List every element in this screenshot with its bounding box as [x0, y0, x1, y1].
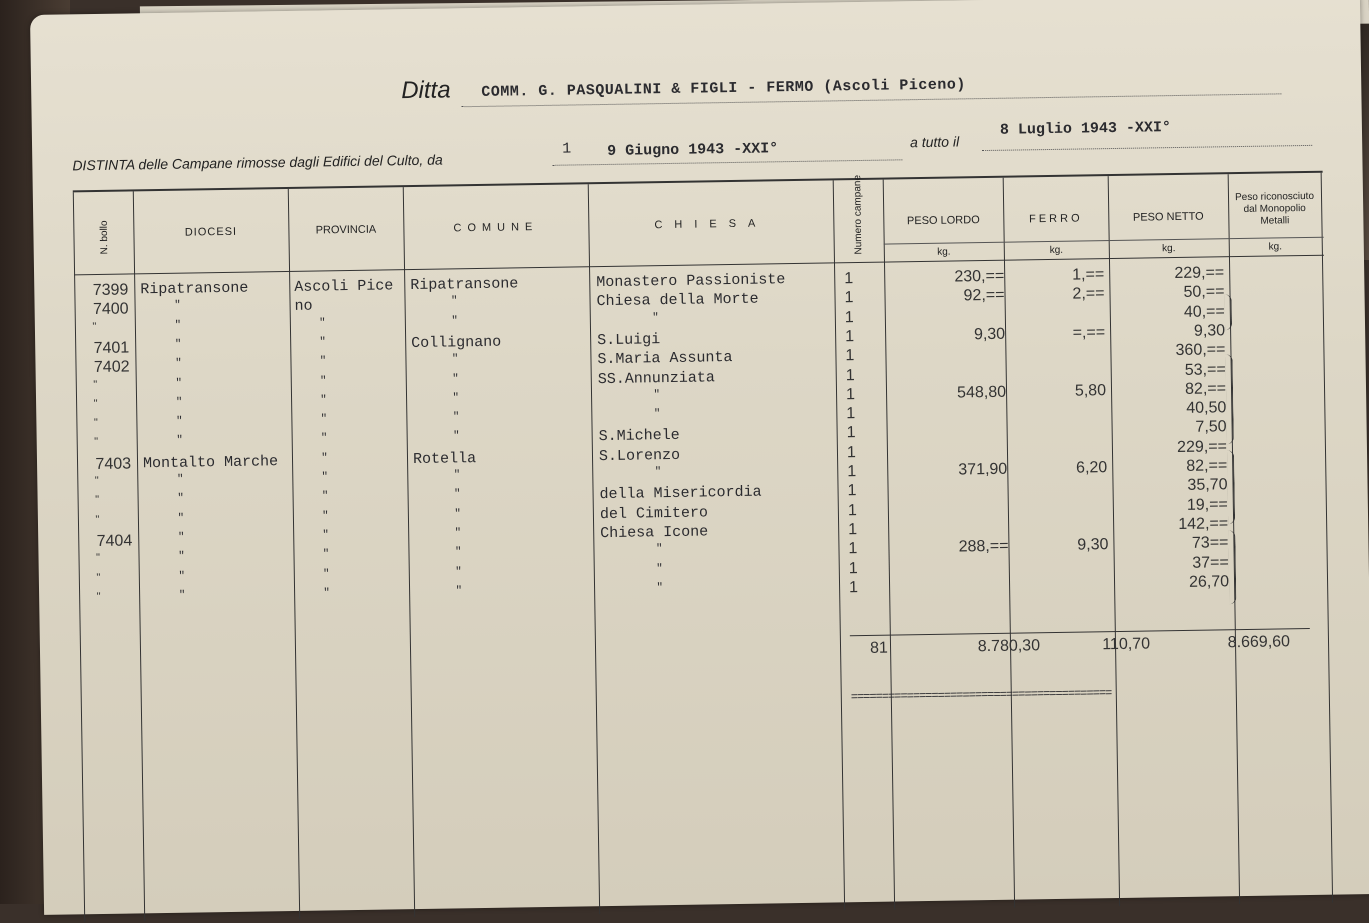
cell-comune: "	[455, 565, 462, 578]
cell-chiesa: "	[652, 311, 659, 324]
cell-netto: 9,30	[1193, 322, 1226, 340]
cell-lordo: 288,==	[958, 537, 1009, 556]
cell-provincia: no	[294, 297, 313, 316]
distinta-label: DISTINTA delle Campane rimosse dagli Edifici del Culto, da	[72, 151, 443, 174]
cell-diocesi: "	[176, 473, 184, 486]
cell-lordo: 9,30	[973, 325, 1006, 344]
tutto-label: a tutto il	[909, 133, 960, 151]
cell-comune: "	[452, 392, 460, 405]
total-netto: 8.669,60	[1227, 633, 1291, 652]
cell-ferro	[1026, 363, 1106, 364]
cell-diocesi: "	[178, 550, 185, 563]
cell-ferro: 9,30	[1077, 536, 1109, 554]
cell-campane: 1	[845, 385, 856, 404]
header-riconosciuto: Peso riconosciuto dal Monopolio Metalli	[1234, 190, 1315, 227]
cell-bollo: "	[94, 436, 99, 449]
cell-diocesi: "	[175, 377, 183, 390]
cell-chiesa: "	[654, 466, 662, 479]
header-numero: Numero campane	[852, 174, 865, 255]
cell-chiesa: S.Michele	[598, 427, 680, 446]
cell-bollo: "	[93, 378, 98, 391]
cell-ferro	[1025, 305, 1105, 306]
header-lordo: PESO LORDO	[906, 214, 980, 228]
cell-ferro	[1029, 575, 1109, 576]
ditta-value: COMM. G. PASQUALINI & FIGLI - FERMO (Ascoli Piceno)	[481, 76, 966, 101]
cell-campane: 1	[845, 366, 855, 384]
cell-chiesa: SS.Annunziata	[597, 368, 715, 388]
cell-netto: 360,==	[1175, 341, 1226, 360]
cell-provincia: "	[319, 374, 327, 387]
totals-row	[80, 633, 1330, 657]
cell-diocesi: "	[174, 338, 182, 351]
cell-ferro	[1027, 478, 1107, 479]
cell-comune: Ripatransone	[410, 275, 519, 295]
cell-provincia: "	[319, 336, 327, 349]
cell-ferro: =,==	[1072, 324, 1106, 342]
cell-comune: "	[453, 469, 461, 482]
cell-bollo: 7399	[92, 281, 129, 300]
cell-lordo: 230,==	[954, 267, 1005, 286]
cell-diocesi: "	[178, 570, 186, 583]
cell-netto: 19,==	[1186, 495, 1228, 514]
cell-comune: Collignano	[411, 333, 502, 352]
cell-comune: "	[454, 507, 462, 520]
header-diocesi: DIOCESI	[184, 225, 238, 239]
cell-comune: "	[453, 430, 460, 443]
cell-bollo: "	[93, 397, 98, 410]
cell-bollo: "	[93, 417, 98, 430]
cell-bollo: "	[95, 552, 101, 565]
cell-campane: 1	[847, 482, 857, 500]
cell-chiesa: "	[653, 408, 661, 421]
cell-comune: "	[450, 295, 458, 308]
cell-ferro	[1028, 517, 1108, 518]
cell-comune: "	[454, 546, 462, 559]
cell-netto: 50,==	[1183, 283, 1225, 302]
cell-netto: 82,==	[1186, 457, 1228, 475]
cell-lordo: 548,80	[956, 383, 1007, 402]
cell-bollo: "	[95, 513, 100, 526]
cell-comune: "	[452, 372, 459, 385]
cell-bollo: "	[94, 474, 99, 488]
cell-bollo: 7404	[96, 532, 133, 550]
cell-diocesi: "	[175, 396, 183, 409]
total-lordo: 8.780,30	[977, 637, 1041, 656]
cell-provincia: "	[321, 490, 329, 503]
unit-ferro: kg.	[1049, 244, 1064, 257]
header-chiesa: CHIESA	[654, 217, 768, 232]
header-bollo: N. bollo	[98, 220, 111, 255]
unit-lordo: kg.	[937, 246, 951, 258]
cell-bollo: "	[95, 494, 100, 507]
cell-chiesa: S.Luigi	[597, 331, 661, 350]
date-to: 8 Luglio 1943 -XXI°	[999, 119, 1172, 139]
cell-netto: 142,==	[1178, 515, 1229, 533]
cell-ferro	[1026, 401, 1106, 402]
cell-bollo: "	[96, 590, 101, 603]
cell-campane: 1	[847, 463, 857, 481]
cell-provincia: "	[321, 509, 329, 523]
cell-chiesa: Chiesa della Morte	[596, 290, 759, 311]
cell-comune: "	[453, 488, 461, 501]
cell-provincia: "	[321, 471, 329, 484]
cell-comune: "	[454, 527, 462, 540]
cell-chiesa: del Cimitero	[599, 504, 709, 523]
cell-diocesi: "	[175, 357, 182, 370]
cell-campane: 1	[845, 347, 855, 365]
cell-campane: 1	[846, 424, 856, 442]
cell-comune: "	[452, 411, 460, 424]
cell-ferro: 2,==	[1072, 285, 1105, 303]
cell-diocesi: "	[174, 319, 182, 332]
date-from: 9 Giugno 1943 -XXI°	[607, 140, 779, 160]
cell-provincia: "	[320, 413, 328, 426]
from-dotline	[552, 159, 902, 165]
cell-chiesa: "	[656, 562, 663, 575]
cell-campane: 1	[845, 327, 855, 346]
cell-chiesa: Chiesa Icone	[600, 523, 709, 542]
cell-bollo: "	[96, 571, 101, 584]
group-brace	[1225, 294, 1233, 330]
cell-diocesi: Montalto Marche	[142, 452, 279, 472]
cell-netto: 53,==	[1184, 360, 1226, 379]
cell-comune: Rotella	[412, 449, 477, 468]
cell-ferro	[1027, 440, 1107, 441]
header-comune: COMUNE	[453, 221, 539, 235]
cell-provincia: "	[318, 316, 326, 330]
cell-diocesi: "	[176, 435, 184, 448]
header-ferro: FERRO	[1028, 212, 1083, 226]
document-sheet	[30, 0, 1369, 915]
total-campane: 81	[869, 639, 888, 657]
cell-lordo: 92,==	[963, 287, 1005, 305]
cell-bollo: 7401	[93, 339, 130, 357]
group-brace	[1228, 530, 1236, 604]
cell-netto: 26,70	[1188, 573, 1230, 591]
cell-provincia: "	[322, 567, 330, 580]
total-ferro: 110,70	[1102, 635, 1151, 654]
date-from-day: 1	[562, 140, 572, 158]
cell-netto: 73==	[1191, 534, 1229, 553]
cell-campane: 1	[844, 308, 854, 326]
cell-provincia: "	[321, 452, 328, 465]
cell-diocesi: "	[177, 512, 185, 525]
cell-chiesa: S.Maria Assunta	[597, 349, 733, 369]
cell-diocesi: "	[177, 531, 185, 544]
cell-comune: "	[455, 585, 463, 598]
unit-riconosciuto: kg.	[1268, 241, 1283, 253]
cell-diocesi: "	[174, 299, 181, 313]
cell-chiesa: della Misericordia	[599, 483, 762, 504]
unit-netto: kg.	[1162, 243, 1176, 255]
cell-netto: 40,50	[1186, 399, 1227, 417]
cell-comune: "	[451, 353, 459, 366]
header-provincia: PROVINCIA	[315, 223, 377, 237]
cell-provincia: "	[320, 394, 327, 407]
cell-ferro: 1,==	[1072, 266, 1105, 284]
cell-chiesa: "	[655, 543, 663, 556]
cell-netto: 82,==	[1184, 380, 1227, 398]
cell-bollo: 7403	[95, 455, 132, 473]
cell-netto: 37==	[1192, 553, 1229, 572]
cell-provincia: "	[323, 587, 331, 600]
cell-diocesi: "	[177, 492, 185, 506]
group-brace	[1227, 450, 1235, 524]
cell-ferro	[1028, 498, 1108, 499]
cell-provincia: "	[319, 355, 327, 368]
cell-bollo: "	[92, 320, 97, 333]
cell-provincia: "	[322, 548, 330, 561]
cell-provincia: Ascoli Pice	[294, 277, 394, 296]
cell-chiesa: "	[656, 581, 664, 595]
cell-ferro: 5,80	[1074, 381, 1107, 400]
cell-chiesa: S.Lorenzo	[598, 446, 681, 465]
cell-chiesa: "	[653, 388, 661, 402]
cell-campane: 1	[848, 520, 858, 539]
group-brace	[1225, 354, 1233, 444]
to-dotline	[982, 145, 1312, 151]
cell-ferro: 6,20	[1075, 459, 1108, 477]
cell-diocesi: Ripatransone	[140, 279, 249, 299]
cell-campane: 1	[844, 289, 854, 307]
cell-diocesi: "	[176, 415, 183, 428]
cell-netto: 35,70	[1187, 476, 1228, 495]
cell-campane: 1	[848, 559, 858, 577]
cell-chiesa: Monastero Passioniste	[596, 271, 786, 292]
ditta-label: Ditta	[401, 76, 451, 105]
cell-campane: 1	[848, 540, 858, 558]
cell-comune: "	[451, 314, 458, 328]
cell-campane: 1	[846, 443, 857, 461]
cell-bollo: 7402	[93, 358, 130, 377]
cell-netto: 40,==	[1183, 302, 1225, 321]
cell-provincia: "	[320, 432, 328, 445]
cell-bollo: 7400	[92, 300, 129, 319]
cell-ferro	[1027, 421, 1107, 422]
cell-campane: 1	[847, 501, 857, 519]
cell-campane: 1	[844, 270, 854, 288]
cell-netto: 229,==	[1176, 437, 1228, 456]
cell-diocesi: "	[178, 589, 186, 602]
header-netto: PESO NETTO	[1132, 210, 1204, 224]
cell-campane: 1	[848, 578, 859, 597]
double-rule: ==========================================	[850, 686, 1112, 705]
cell-netto: 229,==	[1174, 264, 1225, 283]
cell-ferro	[1029, 556, 1109, 557]
cell-lordo: 371,90	[958, 460, 1008, 479]
cell-campane: 1	[846, 405, 856, 423]
cell-ferro	[1025, 343, 1105, 344]
cell-provincia: "	[322, 529, 330, 542]
bells-table	[73, 171, 1334, 923]
cell-netto: 7,50	[1195, 418, 1227, 437]
